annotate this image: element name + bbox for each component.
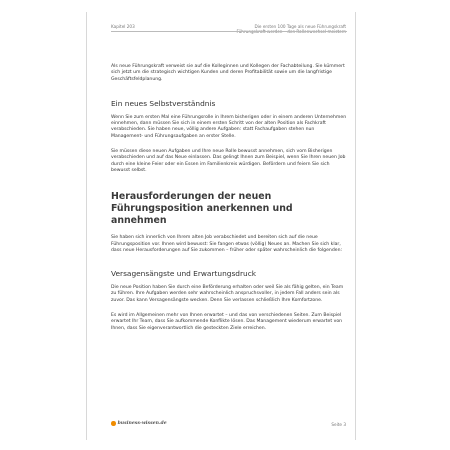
- paragraph: Sie müssen diese neuen Aufgaben und Ihre neue Rolle bewusst annehmen, sich vom Bisherigen verabschieden und auf das Neue einlassen. Das gelingt Ihnen zum Beispiel, wenn Sie Ihren neuen Job durch eine kleine Feier oder ein Essen im Familienkreis würdigen. Befördern und feiern Sie sich bewusst selbst.: [111, 149, 346, 173]
- section-heading-versagensaengste: Versagensängste und Erwartungsdruck: [111, 269, 257, 279]
- paragraph: Wenn Sie zum ersten Mal eine Führungsrolle in Ihrem bisherigen oder in einem anderen Unternehmen einnehmen, dann müssen Sie sich in einem ersten Schritt von der alten Position als Fachkraft verabschieden. Sie haben neue, völlig andere Aufgaben: statt Fachaufgaben stehen nun Management- und Führungsaufgaben an erster Stelle.: [111, 114, 347, 139]
- section-heading-selbstverstaendnis: Ein neues Selbstverständnis: [111, 98, 216, 108]
- paragraph: Sie haben sich innerlich von Ihrem alten Job verabschiedet und bereiten sich auf die neue Führungsposition vor. Ihnen wird bewusst: Sie fangen etwas (völlig) Neues an. Machen Sie sich klar, dass neue Herausforderungen auf Sie zukommen – früher oder später wahrscheinlich die folgenden:: [111, 235, 343, 253]
- main-content: [111, 64, 347, 332]
- paragraph: Es wird im Allgemeinen mehr von Ihnen erwartet – und das von verschiedenen Seiten. Zum Beispiel erwartet Ihr Team, dass Sie aufkommende Konflikte lösen. Das Management wiederum erwartet von Ihnen, dass Sie eigenverantwortlich die gesteckten Ziele erreichen.: [111, 313, 343, 331]
- page-number: Seite 3: [331, 422, 346, 427]
- intro-paragraph: Als neue Führungskraft verweist sie auf die Kolleginnen und Kollegen der Fachabteilung. Sie kümmert sich jetzt um die strategisch wichtigen Kunden und deren Profitabilität sowie um die langfristige Geschäftsfeldplanung.: [111, 64, 345, 82]
- logo-dot-icon: [111, 421, 116, 426]
- footer-logo[interactable]: [111, 421, 167, 426]
- logo-text: business-wissen.de: [117, 421, 167, 426]
- running-header-title: Die ersten 100 Tage als neue Führungskraft: [254, 24, 346, 29]
- paragraph: Die neue Position haben Sie durch eine Beförderung erhalten oder weil Sie als fähig gelten, ein Team zu führen. Ihre Aufgaben werden sehr wahrscheinlich anspruchsvoller, in jedem Fall anders sein als zuvor. Das kann Versagensängste wecken. Denn Sie verlassen schließlich Ihre Komfortzone.: [111, 285, 344, 303]
- chapter-label: Kapitel 203: [111, 24, 135, 29]
- running-header-subtitle: Führungskraft werden – den Rollenwechsel meistern: [236, 29, 346, 35]
- section-heading-herausforderungen: Herausforderungen der neuen Führungsposition anerkennen und annehmen: [111, 191, 293, 227]
- running-header: [176, 24, 346, 35]
